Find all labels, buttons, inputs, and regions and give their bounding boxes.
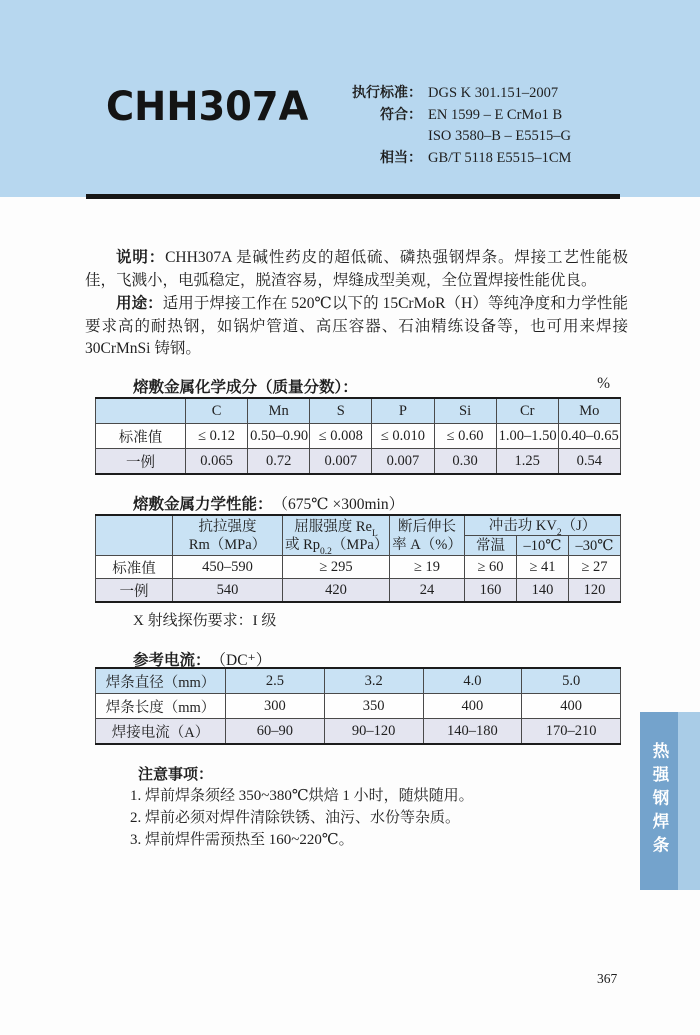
chem-value: 0.72 <box>248 449 310 475</box>
chem-value: ≤ 0.008 <box>310 424 372 449</box>
chem-value: 1.00–1.50 <box>496 424 558 449</box>
chem-value: 0.065 <box>186 449 248 475</box>
mech-header-elongation <box>390 515 465 556</box>
mech-subheader-room: 常温 <box>465 536 517 556</box>
chem-col-header: P <box>372 398 434 424</box>
mech-value: ≥ 19 <box>390 556 465 579</box>
standard-label: 符合： <box>380 106 422 123</box>
mech-header-elongation-line1: 断后伸长 <box>398 518 456 535</box>
mech-value: ≥ 60 <box>465 556 517 579</box>
standard-label: 执行标准： <box>352 85 422 101</box>
current-value: 4.0 <box>423 668 522 694</box>
chem-table <box>95 397 621 475</box>
chem-value: 0.007 <box>310 449 372 475</box>
xray-note: X 射线探伤要求：I 级 <box>133 613 277 629</box>
mech-title-text: 熔敷金属力学性能： <box>133 495 273 513</box>
chem-value: 1.25 <box>496 449 558 475</box>
mech-header-tensile <box>173 515 283 556</box>
chem-col-header: Cr <box>496 398 558 424</box>
current-value: 140–180 <box>423 719 522 745</box>
description-block <box>85 246 628 361</box>
mech-header-yield-line2: 或 $Rp_{0.2}(MPa)$ <box>285 536 389 556</box>
chem-value: 0.30 <box>434 449 496 475</box>
current-value: 300 <box>226 694 325 719</box>
note-item: 1. 焊前焊条须经 350~380℃烘焙 1 小时，随烘随用。 <box>130 788 474 804</box>
current-value: 350 <box>324 694 423 719</box>
mech-value: 450–590 <box>173 556 283 579</box>
current-condition: （DC⁺） <box>210 652 272 669</box>
mech-example-row <box>96 579 621 603</box>
standard-value: ISO 3580–B – E5515–G <box>428 128 571 144</box>
side-tab-label: 热强钢焊条 <box>650 742 669 860</box>
mech-value: 160 <box>465 579 517 603</box>
row-label: 焊接电流（A） <box>96 719 226 745</box>
current-value: 2.5 <box>226 668 325 694</box>
note-item: 3. 焊前焊件需预热至 160~220℃。 <box>130 832 354 848</box>
page-number: 367 <box>597 971 618 986</box>
current-value: 400 <box>522 694 621 719</box>
mech-value: 120 <box>569 579 621 603</box>
current-value: 400 <box>423 694 522 719</box>
row-label: 一例 <box>96 449 186 475</box>
row-label: 标准值 <box>96 424 186 449</box>
chem-col-header: Si <box>434 398 496 424</box>
standard-label: 相当： <box>380 149 422 166</box>
standard-label <box>340 126 422 148</box>
desc-label-shuoming: 说明： <box>116 248 166 266</box>
mech-header-elongation-line2: 率 A（%） <box>392 536 462 553</box>
chem-col-header: Mo <box>558 398 620 424</box>
current-length-row <box>96 694 621 719</box>
standard-row <box>340 126 571 148</box>
mech-table <box>95 514 621 603</box>
mech-header-row1 <box>96 515 621 536</box>
desc-text-yongtu: 适用于焊接工作在 520℃以下的 15CrMoR（H）等纯净度和力学性能要求高的耐热钢，如锅炉管道、高压容器、石油精练设备等，也可用来焊接 30CrMnSi 铸钢。 <box>85 295 628 357</box>
desc-text-shuoming: CHH307A 是碱性药皮的超低硫、磷热强钢焊条。焊接工艺性能极佳，飞溅小，电弧稳定，脱渣容易，焊缝成型美观，全位置焊接性能优良。 <box>85 249 628 289</box>
note-item: 2. 焊前必须对焊件清除铁锈、油污、水份等杂质。 <box>130 810 461 826</box>
mech-header-impact: 冲击功 $KV_2(J)$ <box>465 515 621 536</box>
divider-bar <box>86 194 620 199</box>
side-tab-body <box>640 712 678 890</box>
mech-value: ≥ 41 <box>517 556 569 579</box>
chem-value: 0.007 <box>372 449 434 475</box>
mech-value: 140 <box>517 579 569 603</box>
current-value: 90–120 <box>324 719 423 745</box>
mech-value: 420 <box>283 579 390 603</box>
current-table <box>95 667 621 745</box>
standard-value: DGS K 301.151–2007 <box>428 85 559 101</box>
mech-value: ≥ 27 <box>569 556 621 579</box>
current-value: 60–90 <box>226 719 325 745</box>
chem-value: ≤ 0.010 <box>372 424 434 449</box>
current-amperage-row <box>96 719 621 745</box>
chem-col-header: S <box>310 398 372 424</box>
desc-paragraph-yongtu <box>85 292 628 361</box>
side-tab <box>640 712 700 890</box>
chem-unit: % <box>597 375 610 392</box>
standard-row <box>340 105 571 127</box>
mech-header-yield <box>283 515 390 556</box>
mech-header-yield-line1: 屈服强度 $Re_L$ <box>294 518 378 540</box>
standard-row <box>340 148 571 170</box>
chem-standard-row <box>96 424 621 449</box>
side-tab-edge <box>678 712 700 890</box>
chem-value: 0.54 <box>558 449 620 475</box>
mech-header-tensile-line1: 抗拉强度 <box>198 518 257 535</box>
mech-standard-row <box>96 556 621 579</box>
chem-header-row <box>96 398 621 424</box>
current-value: 170–210 <box>522 719 621 745</box>
chem-value: ≤ 0.60 <box>434 424 496 449</box>
mech-condition: （675℃ ×300min） <box>272 496 405 513</box>
chem-value: 0.50–0.90 <box>248 424 310 449</box>
desc-label-yongtu: 用途： <box>116 294 163 312</box>
current-title-text: 参考电流： <box>133 651 211 669</box>
chem-value: ≤ 0.12 <box>186 424 248 449</box>
standard-row <box>340 83 571 105</box>
current-value: 3.2 <box>324 668 423 694</box>
standard-value: GB/T 5118 E5515–1CM <box>428 149 572 166</box>
mech-value: 540 <box>173 579 283 603</box>
chem-example-row <box>96 449 621 475</box>
mech-value: ≥ 295 <box>283 556 390 579</box>
desc-paragraph-shuoming <box>85 246 628 292</box>
row-label: 焊条长度（mm） <box>96 694 226 719</box>
chem-title-text: 熔敷金属化学成分（质量分数）： <box>133 378 358 396</box>
row-label: 一例 <box>96 579 173 603</box>
row-label: 标准值 <box>96 556 173 579</box>
mech-corner-cell <box>96 515 173 556</box>
mech-value: 24 <box>390 579 465 603</box>
mech-section-title <box>95 492 620 514</box>
notes-title: 注意事项： <box>138 765 214 783</box>
row-label: 焊条直径（mm） <box>96 668 226 694</box>
mech-subheader-minus30: –30℃ <box>569 536 621 556</box>
standard-value: EN 1599 – E CrMo1 B <box>428 106 563 123</box>
notes-block <box>130 763 474 851</box>
product-code: CHH307A <box>106 84 309 130</box>
chem-col-header: C <box>186 398 248 424</box>
mech-subheader-minus10: –10℃ <box>517 536 569 556</box>
chem-value: 0.40–0.65 <box>558 424 620 449</box>
current-value: 5.0 <box>522 668 621 694</box>
mech-header-tensile-line2: Rm（MPa） <box>188 536 267 553</box>
current-diameter-row <box>96 668 621 694</box>
standards-list <box>340 83 571 169</box>
chem-col-header: Mn <box>248 398 310 424</box>
chem-corner-cell <box>96 398 186 424</box>
chem-section-title <box>95 375 620 397</box>
